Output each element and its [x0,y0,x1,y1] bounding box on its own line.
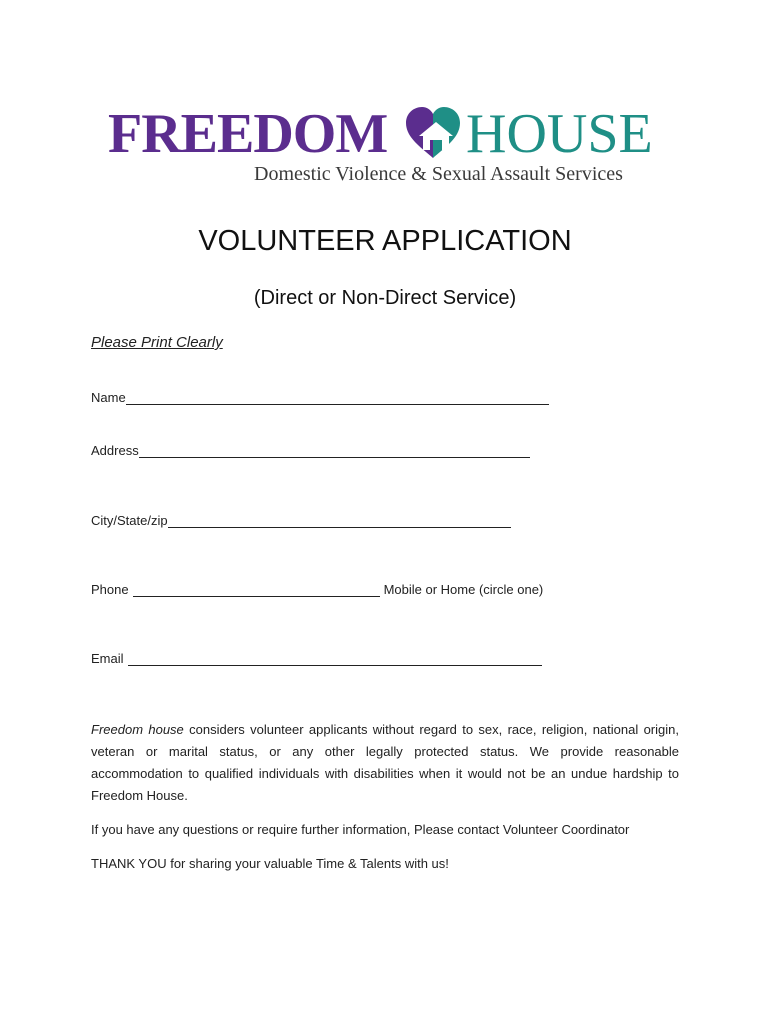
address-input-line[interactable] [139,443,530,458]
non-discrimination-statement [91,719,679,807]
phone-label: Phone [91,582,129,597]
email-label: Email [91,651,124,666]
statement-text: considers volunteer applicants without regard to sex, race, religion, national origin, veteran or marital status, or any other legally protected status. We provide reasonable accommodation to qualified individuals with disabilities when it would not be an undue hardship to Freedom House. [91,722,679,803]
page-subtitle: (Direct or Non-Direct Service) [253,287,517,309]
city-state-zip-label: City/State/zip [91,513,168,528]
thank-you-note: THANK YOU for sharing your valuable Time & Talents with us! [91,856,449,871]
address-label: Address [91,443,139,458]
city-state-zip-field [91,512,511,530]
print-instruction: Please Print Clearly [91,334,223,351]
heart-house-icon [404,106,462,160]
logo-tagline: Domestic Violence & Sexual Assault Services [254,163,623,185]
name-label: Name [91,390,126,405]
city-state-zip-input-line[interactable] [168,513,511,528]
page-title: VOLUNTEER APPLICATION [198,225,572,257]
contact-note: If you have any questions or require further information, Please contact Volunteer Coordinator [91,822,630,837]
email-field [91,650,542,668]
name-field [91,389,549,407]
address-field [91,442,530,460]
phone-field [91,581,543,599]
logo-word-freedom: FREEDOM [108,103,388,165]
phone-type-note: Mobile or Home (circle one) [383,582,544,597]
email-input-line[interactable] [128,651,542,666]
logo-word-house: HOUSE [466,103,653,165]
freedom-house-logo [108,104,664,186]
phone-input-line[interactable] [133,582,380,597]
statement-lead: Freedom house [91,722,184,737]
name-input-line[interactable] [126,390,549,405]
